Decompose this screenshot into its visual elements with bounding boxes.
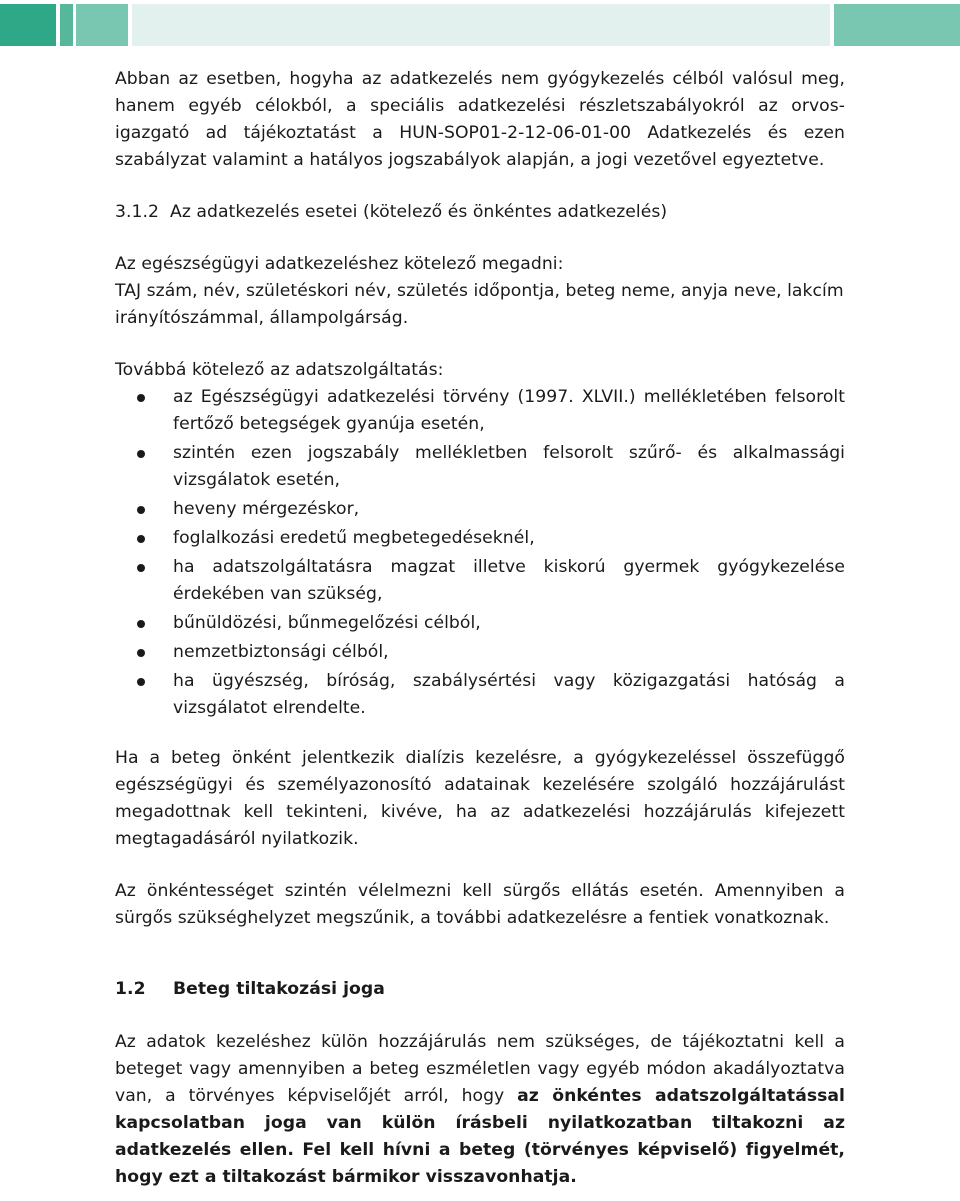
list-item-text: bűnüldözési, bűnmegelőzési célból,	[173, 613, 481, 633]
reporting-list	[115, 384, 845, 722]
list-item-text: foglalkozási eredetű megbetegedéseknél,	[173, 528, 535, 548]
objection-paragraph	[115, 1029, 845, 1191]
objection-emphasis: az önkéntes adatszolgáltatással kapcsolatban joga van külön írásbeli nyilatkozatban tiltakozni az adatkezelés ellen. Fel kell hívni a beteg (törvényes képviselő) figyelmét, hogy ezt a tiltakozást bármikor visszavonhatja.	[115, 1086, 845, 1187]
list-item-text: az Egészségügyi adatkezelési törvény (1997. XLVII.) mellékletében felsorolt fertőző betegségek gyanúja esetén,	[173, 387, 845, 434]
list-item-text: ha adatszolgáltatásra magzat illetve kiskorú gyermek gyógykezelése érdekében van szükség,	[173, 557, 845, 604]
list-item	[115, 610, 845, 637]
bullet-icon	[137, 564, 145, 572]
bullet-icon	[137, 620, 145, 628]
list-item	[115, 440, 845, 494]
list-item	[115, 668, 845, 722]
document-body	[115, 66, 845, 1191]
section-title: Beteg tiltakozási joga	[173, 979, 385, 999]
bullet-icon	[137, 535, 145, 543]
list-item	[115, 554, 845, 608]
bullet-icon	[137, 649, 145, 657]
header-band-right	[834, 4, 960, 46]
intro-paragraph: Abban az esetben, hogyha az adatkezelés nem gyógykezelés célból valósul meg, hanem egyéb célokból, a speciális adatkezelési részletszabályokról az orvos-igazgató ad tájékoztatást a HUN-SOP01-2-12-06-01-00 Adatkezelés és ezen szabályzat valamint a hatályos jogszabályok alapján, a jogi vezetővel egyeztetve.	[115, 69, 845, 170]
bullet-icon	[137, 678, 145, 686]
dialysis-paragraph: Ha a beteg önként jelentkezik dialízis kezelésre, a gyógykezeléssel összefüggő egészségügyi és személyazonosító adatainak kezelésére szolgáló hozzájárulást megadottnak kell tekinteni, kivéve, ha az adatkezelési hozzájárulás kifejezett megtagadásáról nyilatkozik.	[115, 748, 845, 849]
bullet-icon	[137, 394, 145, 402]
list-item-text: nemzetbiztonsági célból,	[173, 642, 389, 662]
header-band-light	[76, 4, 128, 46]
voluntary-paragraph: Az önkéntességet szintén vélelmezni kell sürgős ellátás esetén. Amennyiben a sürgős szükséghelyzet megszűnik, a további adatkezelésre a fentiek vonatkoznak.	[115, 881, 845, 928]
list-item-text: ha ügyészség, bíróság, szabálysértési vagy közigazgatási hatóság a vizsgálatot elrendelte.	[173, 671, 845, 718]
header-band-mid	[60, 4, 73, 46]
mandatory-fields: TAJ szám, név, születéskori név, születés időpontja, beteg neme, anyja neve, lakcím irányítószámmal, állampolgárság.	[115, 281, 844, 328]
list-item-text: heveny mérgezéskor,	[173, 499, 360, 519]
list-item	[115, 384, 845, 438]
list-item	[115, 639, 845, 666]
list-item	[115, 496, 845, 523]
reporting-intro: Továbbá kötelező az adatszolgáltatás:	[115, 360, 444, 380]
bullet-icon	[137, 450, 145, 458]
subsection-title: 3.1.2 Az adatkezelés esetei (kötelező és önkéntes adatkezelés)	[115, 202, 668, 222]
bullet-icon	[137, 506, 145, 514]
section-number: 1.2	[115, 979, 146, 999]
section-heading	[115, 976, 845, 1003]
header-band-pale	[132, 4, 830, 46]
list-item	[115, 525, 845, 552]
mandatory-heading: Az egészségügyi adatkezeléshez kötelező megadni:	[115, 254, 564, 274]
list-item-text: szintén ezen jogszabály mellékletben felsorolt szűrő- és alkalmassági vizsgálatok esetén,	[173, 443, 845, 490]
header-band-dark	[0, 4, 56, 46]
objection-text: Az adatok kezeléshez külön hozzájárulás nem szükséges, de tájékoztatni kell a beteget vagy amennyiben a beteg eszméletlen vagy egyéb módon akadályoztatva van, a törvényes képviselőjét arról, hogy	[115, 1032, 845, 1106]
